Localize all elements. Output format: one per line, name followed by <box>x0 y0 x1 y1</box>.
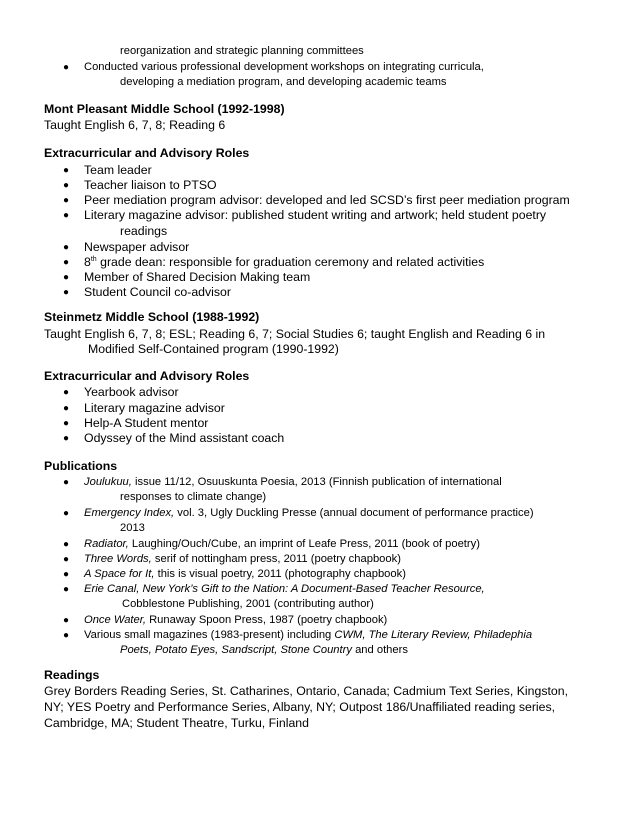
list-item-continuation: 2013 <box>120 522 145 534</box>
list-item: Newspaper advisor <box>84 240 190 254</box>
list-item <box>84 506 534 521</box>
pub-details: Various small magazines (1983-present) including <box>84 629 335 641</box>
section-heading: Steinmetz Middle School (1988-1992) <box>44 310 260 324</box>
bullet-icon: ● <box>63 62 70 73</box>
pub-title: Once Water, <box>84 614 146 626</box>
pub-details: vol. 3, Ugly Duckling Presse (annual document of performance practice) <box>174 507 534 519</box>
pub-title: A Space for It, <box>84 568 155 580</box>
bullet-icon: ● <box>63 615 70 626</box>
bullet-icon: ● <box>63 584 70 595</box>
bullet-icon: ● <box>63 257 70 268</box>
list-item <box>84 255 484 270</box>
list-item-continuation: developing a mediation program, and developing academic teams <box>120 76 447 88</box>
pub-details: this is visual poetry, 2011 (photography chapbook) <box>154 568 406 580</box>
dean-number: 8 <box>84 255 91 269</box>
list-item: Team leader <box>84 163 152 177</box>
pub-title: Poets, Potato Eyes, Sandscript, Stone Country <box>120 644 352 656</box>
list-item: Teacher liaison to PTSO <box>84 178 217 192</box>
readings-line: NY; YES Poetry and Performance Series, Albany, NY; Outpost 186/Unaffiliated reading series, <box>44 700 556 714</box>
list-item: Literary magazine advisor <box>84 401 225 415</box>
bullet-icon: ● <box>63 210 70 221</box>
list-item <box>84 613 387 628</box>
roles-heading: Extracurricular and Advisory Roles <box>44 369 250 383</box>
bullet-icon: ● <box>63 554 70 565</box>
bullet-icon: ● <box>63 242 70 253</box>
bullet-icon: ● <box>63 195 70 206</box>
bullet-icon: ● <box>63 403 70 414</box>
list-item-continuation: Cobblestone Publishing, 2001 (contributing author) <box>122 598 374 610</box>
intro-line: reorganization and strategic planning committees <box>120 45 364 57</box>
list-item <box>84 567 406 582</box>
bullet-icon: ● <box>63 508 70 519</box>
list-item-continuation: responses to climate change) <box>120 491 267 503</box>
bullet-icon: ● <box>63 272 70 283</box>
taught-line: Taught English 6, 7, 8; ESL; Reading 6, 7; Social Studies 6; taught English and Reading 6 in <box>44 327 546 341</box>
bullet-icon: ● <box>63 387 70 398</box>
bullet-icon: ● <box>63 418 70 429</box>
pub-title: CWM, The Literary Review, Philadephia <box>334 629 533 641</box>
readings-line: Cambridge, MA; Student Theatre, Turku, Finland <box>44 716 309 730</box>
taught-line-continuation: Modified Self-Contained program (1990-1992) <box>88 342 339 356</box>
bullet-icon: ● <box>63 287 70 298</box>
section-heading: Readings <box>44 668 100 682</box>
list-item-continuation: readings <box>120 224 168 238</box>
list-item: Help-A Student mentor <box>84 416 209 430</box>
list-item: Literary magazine advisor: published student writing and artwork; held student poetry <box>84 208 547 222</box>
dean-ordinal: th <box>90 256 97 263</box>
bullet-icon: ● <box>63 569 70 580</box>
readings-line: Grey Borders Reading Series, St. Catharines, Ontario, Canada; Cadmium Text Series, Kingston, <box>44 684 569 698</box>
bullet-icon: ● <box>63 165 70 176</box>
pub-details: and others <box>351 644 408 656</box>
list-item <box>84 475 502 490</box>
list-item: Conducted various professional development workshops on integrating curricula, <box>84 61 484 73</box>
list-item <box>84 537 480 552</box>
section-heading: Publications <box>44 459 118 473</box>
bullet-icon: ● <box>63 539 70 550</box>
bullet-icon: ● <box>63 477 70 488</box>
pub-details: serif of nottingham press, 2011 (poetry chapbook) <box>151 553 401 565</box>
list-item-continuation <box>120 643 408 658</box>
roles-heading: Extracurricular and Advisory Roles <box>44 146 250 160</box>
list-item: Student Council co-advisor <box>84 285 231 299</box>
pub-title: Emergency Index, <box>84 507 175 519</box>
pub-title: Radiator, <box>84 538 129 550</box>
section-heading: Mont Pleasant Middle School (1992-1998) <box>44 102 285 116</box>
pub-details: Laughing/Ouch/Cube, an imprint of Leafe Press, 2011 (book of poetry) <box>128 538 480 550</box>
list-item: Yearbook advisor <box>84 385 179 399</box>
pub-details: issue 11/12, Osuuskunta Poesia, 2013 (Finnish publication of international <box>131 476 502 488</box>
taught-line: Taught English 6, 7, 8; Reading 6 <box>44 118 226 132</box>
bullet-icon: ● <box>63 630 70 641</box>
pub-title: Three Words, <box>84 553 152 565</box>
list-item <box>84 552 401 567</box>
bullet-icon: ● <box>63 180 70 191</box>
list-item: Peer mediation program advisor: developed and led SCSD’s first peer mediation program <box>84 193 570 207</box>
bullet-icon: ● <box>63 433 70 444</box>
pub-title: Joulukuu, <box>84 476 132 488</box>
list-item: Erie Canal, New York’s Gift to the Nation: A Document-Based Teacher Resource, <box>84 583 485 595</box>
list-item: Member of Shared Decision Making team <box>84 270 311 284</box>
list-item: Odyssey of the Mind assistant coach <box>84 431 285 445</box>
list-item <box>84 628 532 643</box>
dean-text: grade dean: responsible for graduation ceremony and related activities <box>96 255 485 269</box>
pub-details: Runaway Spoon Press, 1987 (poetry chapbook) <box>145 614 388 626</box>
